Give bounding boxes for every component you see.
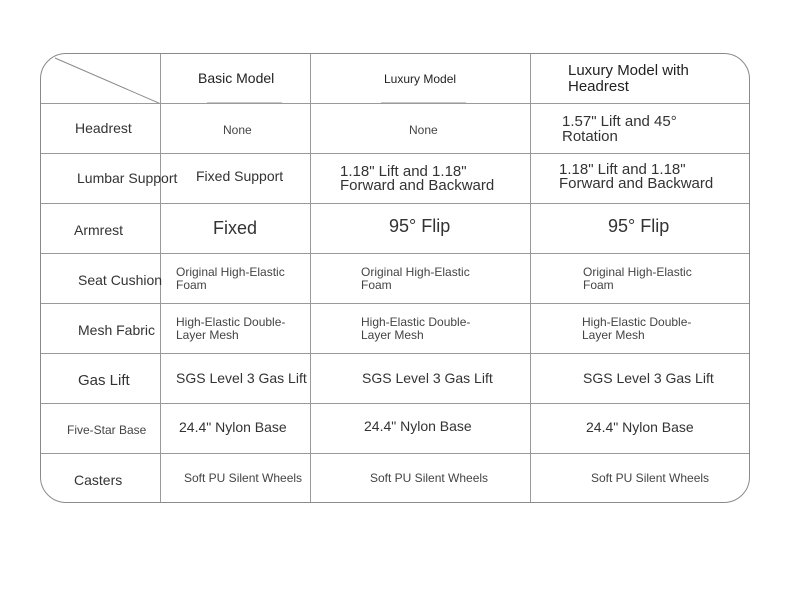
cell-armrest-luxury-headrest: 95° Flip [608, 216, 670, 237]
cell-headrest-luxury: None [409, 123, 438, 138]
cell-gaslift-luxury: SGS Level 3 Gas Lift [362, 370, 493, 387]
row-label-gas-lift: Gas Lift [78, 371, 130, 389]
row-label-five-star-base: Five-Star Base [67, 423, 147, 438]
header-basic-model: Basic Model [198, 70, 275, 87]
row-label-casters: Casters [74, 472, 123, 489]
cell-mesh-basic: High-Elastic Double-Layer Mesh [176, 314, 286, 342]
header-luxury-model: Luxury Model [384, 72, 457, 87]
cell-gaslift-basic: SGS Level 3 Gas Lift [176, 370, 307, 387]
cell-casters-luxury-headrest: Soft PU Silent Wheels [591, 471, 710, 486]
corner-diagonal [41, 54, 161, 104]
cell-mesh-luxury: High-Elastic Double-Layer Mesh [361, 314, 471, 342]
cell-seat-luxury-headrest: Original High-Elastic Foam [583, 264, 692, 292]
row-label-headrest: Headrest [75, 120, 132, 137]
cell-lumbar-luxury-headrest: 1.18" Lift and 1.18" Forward and Backward [559, 160, 714, 192]
cell-lumbar-basic: Fixed Support [196, 168, 284, 185]
column-divider [530, 54, 531, 502]
comparison-table [40, 53, 750, 503]
column-divider [310, 54, 311, 502]
cell-headrest-luxury-headrest: 1.57" Lift and 45° Rotation [562, 113, 677, 145]
row-label-armrest: Armrest [74, 222, 123, 239]
cell-lumbar-luxury: 1.18" Lift and 1.18" Forward and Backward [340, 162, 495, 194]
row-label-seat-cushion: Seat Cushion [78, 272, 163, 289]
cell-base-luxury: 24.4" Nylon Base [364, 418, 472, 435]
cell-casters-basic: Soft PU Silent Wheels [184, 471, 303, 486]
row-label-lumbar-support: Lumbar Support [77, 170, 178, 187]
cell-armrest-basic: Fixed [213, 218, 258, 239]
cell-seat-luxury: Original High-Elastic Foam [361, 264, 470, 292]
cell-casters-luxury: Soft PU Silent Wheels [370, 471, 489, 486]
cell-gaslift-luxury-headrest: SGS Level 3 Gas Lift [583, 370, 714, 387]
row-label-mesh-fabric: Mesh Fabric [78, 322, 156, 339]
cell-mesh-luxury-headrest: High-Elastic Double-Layer Mesh [582, 314, 692, 342]
cell-base-basic: 24.4" Nylon Base [179, 419, 287, 436]
cell-headrest-basic: None [223, 123, 252, 138]
cell-seat-basic: Original High-Elastic Foam [176, 264, 285, 292]
cell-armrest-luxury: 95° Flip [389, 216, 451, 237]
cell-base-luxury-headrest: 24.4" Nylon Base [586, 419, 694, 436]
header-luxury-headrest-model: Luxury Model with Headrest [568, 61, 689, 95]
